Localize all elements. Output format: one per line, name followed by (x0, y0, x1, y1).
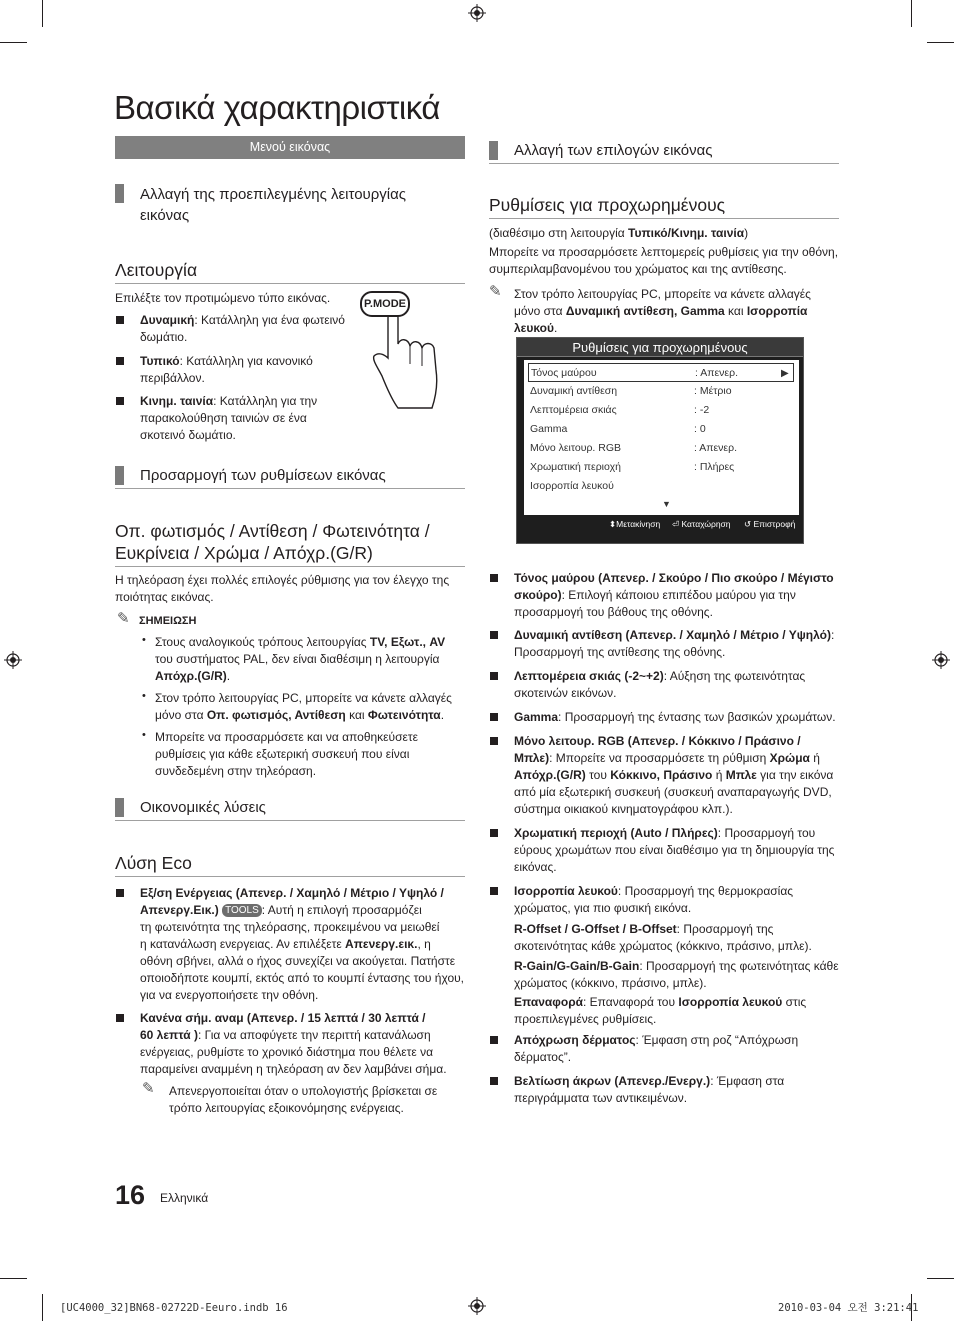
page-title: Βασικά χαρακτηριστικά (114, 89, 440, 126)
footer-file: [UC4000_32]BN68-02722D-Eeuro.indb 16 (60, 1302, 288, 1314)
adv-item: Απόχρωση δέρματος: Έμφαση στη ροζ “Απόχρωση (514, 1033, 799, 1047)
wb-sub-item-cont: προεπιλεγμένες ρυθμίσεις. (514, 1012, 657, 1026)
footer-date: 2010-03-04 오전 3:21:41 (778, 1302, 919, 1314)
registration-mark-icon (468, 1297, 486, 1315)
bullet-square (116, 357, 124, 365)
tools-button-icon: TOOLS (222, 904, 262, 917)
picture-settings-heading: Ευκρίνεια / Χρώμα / Απόχρ.(G/R) (115, 543, 373, 563)
crop-mark (0, 1278, 27, 1279)
bullet-square (490, 672, 498, 680)
adv-item-cont: Προσαρμογή της αντίθεσης της οθόνης. (514, 645, 726, 659)
section-title: εικόνας (140, 207, 190, 224)
divider (115, 876, 465, 877)
bullet-square (490, 887, 498, 895)
mode-item: Δυναμική: Κατάλληλη για ένα φωτεινό (140, 313, 345, 327)
divider (115, 820, 465, 821)
note-item-cont: ρυθμίσεις για κάθε εξωτερική συσκευή που είναι (155, 747, 410, 761)
bullet-dot: • (142, 729, 146, 741)
bullet-square (490, 631, 498, 639)
intro-text: Μπορείτε να προσαρμόσετε λεπτομερείς ρυθμίσεις για την οθόνη, (489, 245, 839, 259)
divider (489, 218, 839, 219)
bullet-square (116, 316, 124, 324)
intro-text: συμπεριλαμβανομένου του χρώματος και της αντίθεσης. (489, 262, 787, 276)
osd-row[interactable]: Δυναμική αντίθεση : Μέτριο (530, 385, 732, 397)
osd-footer-enter: ⏎ Καταχώρηση (672, 519, 731, 529)
note-item: Στον τρόπο λειτουργίας PC, μπορείτε να κάνετε αλλαγές (155, 691, 452, 705)
return-icon: ↺ (744, 519, 754, 529)
move-arrows-icon: ⬍ (609, 519, 617, 529)
mode-item-cont: περιβάλλον. (140, 371, 205, 385)
adv-item: Τόνος μαύρου (Απενερ. / Σκούρο / Πιο σκούρο / Μέγιστο (514, 571, 834, 585)
section-title: Οικονομικές λύσεις (140, 799, 266, 816)
adv-item-cont: σκούρο): Επιλογή κάποιου επιπέδου μαύρου για την (514, 588, 796, 602)
adv-item: Δυναμική αντίθεση (Απενερ. / Χαμηλό / Μέτριο / Υψηλό): (514, 628, 835, 642)
eco-item-cont: οθόνη σβήνει, αλλά ο ήχος συνεχίζει να ακούγεται. Πατήστε (140, 954, 456, 968)
bullet-square (116, 889, 124, 897)
eco-item-cont: για να ενεργοποιήσετε την οθόνη. (140, 988, 319, 1002)
divider (489, 163, 839, 164)
pmode-button: P.MODE (360, 291, 410, 317)
osd-row[interactable]: Λεπτομέρεια σκιάς : -2 (530, 404, 710, 416)
eco-item: Κανένα σήμ. αναμ (Απενερ. / 15 λεπτά / 30 λεπτά / (140, 1011, 426, 1025)
note-item-cont: του συστήματος PAL, δεν είναι διαθέσιμη η λειτουργία (155, 652, 440, 666)
bullet-square (116, 1014, 124, 1022)
section-marker (115, 466, 124, 485)
bullet-square (490, 574, 498, 582)
eco-item: Εξ/ση Ενέργειας (Απενερ. / Χαμηλό / Μέτριο / Υψηλό / (140, 886, 444, 900)
bullet-square (490, 1036, 498, 1044)
page-number: 16 (115, 1180, 146, 1210)
eco-item-cont: παραμείνει αναμμένη η τηλεόραση αν δεν λαμβάνει σήμα. (140, 1062, 447, 1076)
eco-item-cont: ενέργειας, ρυθμίστε το χρονικό διάστημα που θέλετε να (140, 1045, 434, 1059)
osd-footer-move: ⬍Μετακίνηση (609, 519, 661, 529)
osd-row[interactable]: Gamma : 0 (530, 423, 706, 435)
adv-item-cont: προσαρμογή του βάθους της οθόνης. (514, 605, 713, 619)
pmode-hand-illustration (358, 288, 440, 414)
mode-item-cont: σκοτεινό δωμάτιο. (140, 428, 236, 442)
note-pencil-icon: ✎ (142, 1080, 155, 1097)
adv-item-cont: σύστημα οικιακού κινηματογράφου κλπ.). (514, 802, 733, 816)
mode-item-cont: παρακολούθηση ταινιών σε ένα (140, 411, 307, 425)
note-pencil-icon: ✎ (489, 283, 502, 300)
crop-mark (42, 0, 43, 27)
osd-panel (524, 360, 799, 515)
picture-settings-heading: Οπ. φωτισμός / Αντίθεση / Φωτεινότητα / (115, 521, 430, 541)
section-title: Αλλαγή των επιλογών εικόνας (514, 142, 713, 159)
advanced-heading: Ρυθμίσεις για προχωρημένους (489, 195, 726, 215)
adv-item-cont: Μπλε): Μπορείτε να προσαρμόσετε τη ρύθμιση Χρώμα ή (514, 751, 820, 765)
osd-footer-return: ↺ Επιστροφή (744, 519, 796, 529)
adv-item-cont: Απόχρ.(G/R) του Κόκκινο, Πράσινο ή Μπλε για την εικόνα (514, 768, 834, 782)
adv-item-cont: από μία εξωτερική συσκευή (συσκευή αναπαραγωγής DVD, (514, 785, 832, 799)
wb-sub-item: R-Offset / G-Offset / B-Offset: Προσαρμογή της (514, 922, 774, 936)
adv-item-cont: εύρους χρωμάτων που είναι διαθέσιμο για τη δημιουργία της (514, 843, 835, 857)
osd-row[interactable]: Μόνο λειτουρ. RGB : Απενερ. (530, 442, 738, 454)
section-marker (115, 184, 124, 203)
osd-row[interactable]: Χρωματική περιοχή : Πλήρες (530, 461, 735, 473)
mode-item: Τυπικό: Κατάλληλη για κανονικό (140, 354, 313, 368)
pc-note: Στον τρόπο λειτουργίας PC, μπορείτε να κάνετε αλλαγές (514, 287, 811, 301)
adv-item: Gamma: Προσαρμογή της έντασης των βασικών χρωμάτων. (514, 710, 836, 724)
adv-item-cont: δέρματος”. (514, 1050, 572, 1064)
adv-item: Ισορροπία λευκού: Προσαρμογή της θερμοκρασίας (514, 884, 794, 898)
note-pencil-icon: ✎ (117, 610, 130, 627)
divider (115, 488, 465, 489)
note-item-cont: συνδεδεμένη στην τηλεόραση. (155, 764, 317, 778)
section-title: Αλλαγή της προεπιλεγμένης λειτουργίας (140, 186, 407, 203)
pc-note: λευκού. (514, 321, 558, 335)
adv-item-cont: περιγράμματα των αντικειμένων. (514, 1091, 688, 1105)
bullet-square (490, 737, 498, 745)
adv-item-cont: χρώματος, για πιο φυσική εικόνα. (514, 901, 692, 915)
eco-item-cont: 60 λεπτά ): Για να αποφύγετε την περιττή κατανάλωση (140, 1028, 431, 1042)
bullet-square (490, 829, 498, 837)
divider (115, 566, 465, 567)
bullet-dot: • (142, 690, 146, 702)
divider (115, 283, 465, 284)
registration-mark-icon (468, 4, 486, 22)
adv-item: Βελτίωση άκρων (Απενερ./Ενεργ.): Έμφαση στα (514, 1074, 785, 1088)
adv-item: Χρωματική περιοχή (Auto / Πλήρες): Προσαρμογή του (514, 826, 816, 840)
scroll-down-icon[interactable]: ▼ (662, 499, 671, 509)
crop-mark (927, 42, 954, 43)
eco-item-cont: τη φωτεινότητα της τηλεόρασης, προκειμένου να μειωθεί (140, 920, 440, 934)
registration-mark-icon (4, 651, 22, 669)
wb-sub-item: R-Gain/G-Gain/B-Gain: Προσαρμογή της φωτεινότητας κάθε (514, 959, 839, 973)
mode-intro: Επιλέξτε τον προτιμώμενο τύπο εικόνας. (115, 291, 331, 305)
wb-sub-item-cont: σκοτεινότητας κάθε χρώματος (κόκκινο, πράσινο, μπλε). (514, 939, 812, 953)
bullet-square (490, 1077, 498, 1085)
note-item-cont: Απόχρ.(G/R). (155, 669, 231, 683)
note-item: Μπορείτε να προσαρμόσετε και να αποθηκεύσετε (155, 730, 418, 744)
eco-item-cont: η κατανάλωση ενεργειας. Αν επιλέξετε Απενεργ.εικ., η (140, 937, 431, 951)
availability-text: (διαθέσιμο στη λειτουργία Τυπικό/Κινημ. ταινία) (489, 226, 749, 240)
bullet-square (116, 397, 124, 405)
note-label: ΣΗΜΕΙΩΣΗ (139, 615, 197, 627)
osd-title: Ρυθμίσεις για προχωρημένους (517, 338, 803, 357)
menu-bar: Μενού εικόνας (115, 136, 465, 159)
eco-note: τρόπο λειτουργίας εξοικονόμησης ενέργειας. (169, 1101, 404, 1115)
section-marker (115, 798, 124, 817)
osd-row[interactable]: Ισορροπία λευκού (530, 480, 614, 492)
note-item-cont: μόνο στα Οπ. φωτισμός, Αντίθεση και Φωτεινότητα. (155, 708, 445, 722)
eco-note: Απενεργοποιείται όταν ο υπολογιστής βρίσκεται σε (169, 1084, 438, 1098)
note-item: Στους αναλογικούς τρόπους λειτουργίας TV, Εξωτ., AV (155, 635, 446, 649)
mode-item-cont: δωμάτιο. (140, 330, 188, 344)
mode-heading: Λειτουργία (115, 260, 198, 280)
pc-note: μόνο στα Δυναμική αντίθεση, Gamma και Ισορροπία (514, 304, 808, 318)
wb-sub-item-cont: χρώματος (κόκκινο, πράσινο, μπλε). (514, 976, 707, 990)
bullet-dot: • (142, 634, 146, 646)
eco-heading: Λύση Eco (115, 853, 192, 873)
right-arrow-icon: ▶ (781, 368, 789, 379)
mode-item: Κινημ. ταινία: Κατάλληλη για την (140, 394, 318, 408)
adv-item-cont: σκοτεινών εικόνων. (514, 686, 617, 700)
osd-menu-screenshot (516, 337, 804, 544)
wb-sub-item: Επαναφορά: Επαναφορά του Ισορροπία λευκού στις (514, 995, 807, 1009)
eco-item-cont: Απενεργ.Εικ.) TOOLS : Αυτή η επιλογή προσαρμόζει (140, 903, 422, 917)
crop-mark (42, 1294, 43, 1321)
adv-item: Λεπτομέρεια σκιάς (-2~+2): Αύξηση της φωτεινότητας (514, 669, 806, 683)
bullet-square (490, 713, 498, 721)
osd-row-selected[interactable]: Τόνος μαύρου : Απενερ. ▶ (528, 363, 794, 382)
crop-mark (0, 42, 27, 43)
crop-mark (927, 1278, 954, 1279)
section-title: Προσαρμογή των ρυθμίσεων εικόνας (140, 467, 386, 484)
intro-text: Η τηλεόραση έχει πολλές επιλογές ρύθμισης για τον έλεγχο της (115, 573, 450, 587)
intro-text: ποιότητας εικόνας. (115, 590, 214, 604)
section-marker (489, 141, 498, 160)
crop-mark (911, 0, 912, 27)
registration-mark-icon (932, 651, 950, 669)
adv-item: Μόνο λειτουρ. RGB (Απενερ. / Κόκκινο / Πράσινο / (514, 734, 801, 748)
enter-icon: ⏎ (672, 519, 682, 529)
adv-item-cont: εικόνας. (514, 860, 557, 874)
language-label: Ελληνικά (160, 1191, 209, 1205)
eco-item-cont: οποιοδήποτε κουμπί, εκτός από το κουμπί έντασης του ήχου, (140, 971, 465, 985)
